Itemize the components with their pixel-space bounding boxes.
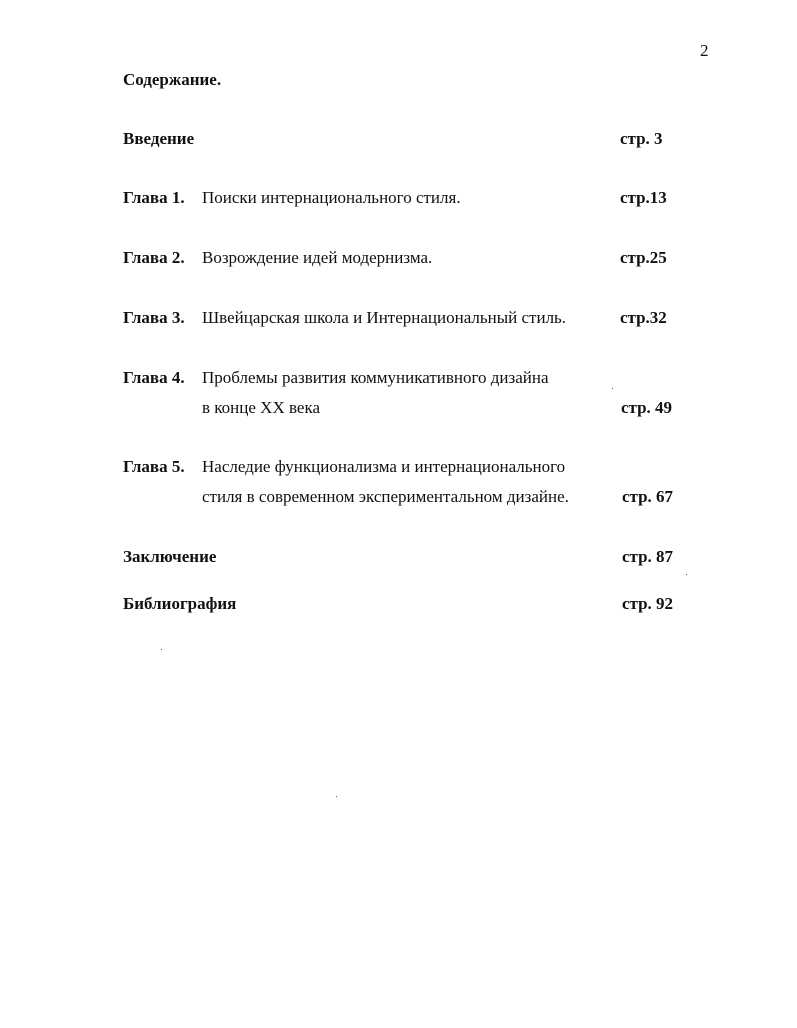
toc-entry-text: Возрождение идей модернизма.: [202, 248, 433, 267]
toc-entry-page: стр. 67: [622, 487, 674, 506]
toc-entry-label: Заключение: [123, 547, 217, 566]
toc-entry-text: Швейцарская школа и Интернациональный стиль.: [202, 308, 567, 327]
toc-entry-text: Наследие функционализма и интернационального: [202, 457, 566, 476]
toc-entry-page: стр. 3: [620, 129, 663, 148]
toc-entry-label: Глава 4.: [123, 368, 185, 387]
scan-speck: [161, 649, 162, 650]
toc-entry-page: стр. 92: [622, 594, 674, 613]
toc-entry-page: стр.25: [620, 248, 667, 267]
toc-entry-label: Глава 2.: [123, 248, 185, 267]
toc-entry-page: стр.32: [620, 308, 667, 327]
page-number: 2: [700, 41, 709, 60]
toc-entry-page: стр.13: [620, 188, 667, 207]
toc-entry-label: Библиография: [123, 594, 237, 613]
toc-entry-label: Введение: [123, 129, 195, 148]
scan-speck: [336, 796, 337, 797]
toc-entry-label: Глава 1.: [123, 188, 185, 207]
scan-speck: [686, 574, 687, 575]
scan-speck: [612, 388, 613, 389]
toc-entry-page: стр. 49: [621, 398, 673, 417]
toc-entry-page: стр. 87: [622, 547, 674, 566]
toc-title: Содержание.: [123, 70, 222, 89]
toc-entry-label: Глава 5.: [123, 457, 185, 476]
toc-entry-text-continued: в конце XX века: [202, 398, 320, 417]
toc-entry-label: Глава 3.: [123, 308, 185, 327]
toc-entry-text: Поиски интернационального стиля.: [202, 188, 461, 207]
toc-entry-text: Проблемы развития коммуникативного дизайна: [202, 368, 549, 387]
toc-entry-text-continued: стиля в современном экспериментальном дизайне.: [202, 487, 569, 506]
